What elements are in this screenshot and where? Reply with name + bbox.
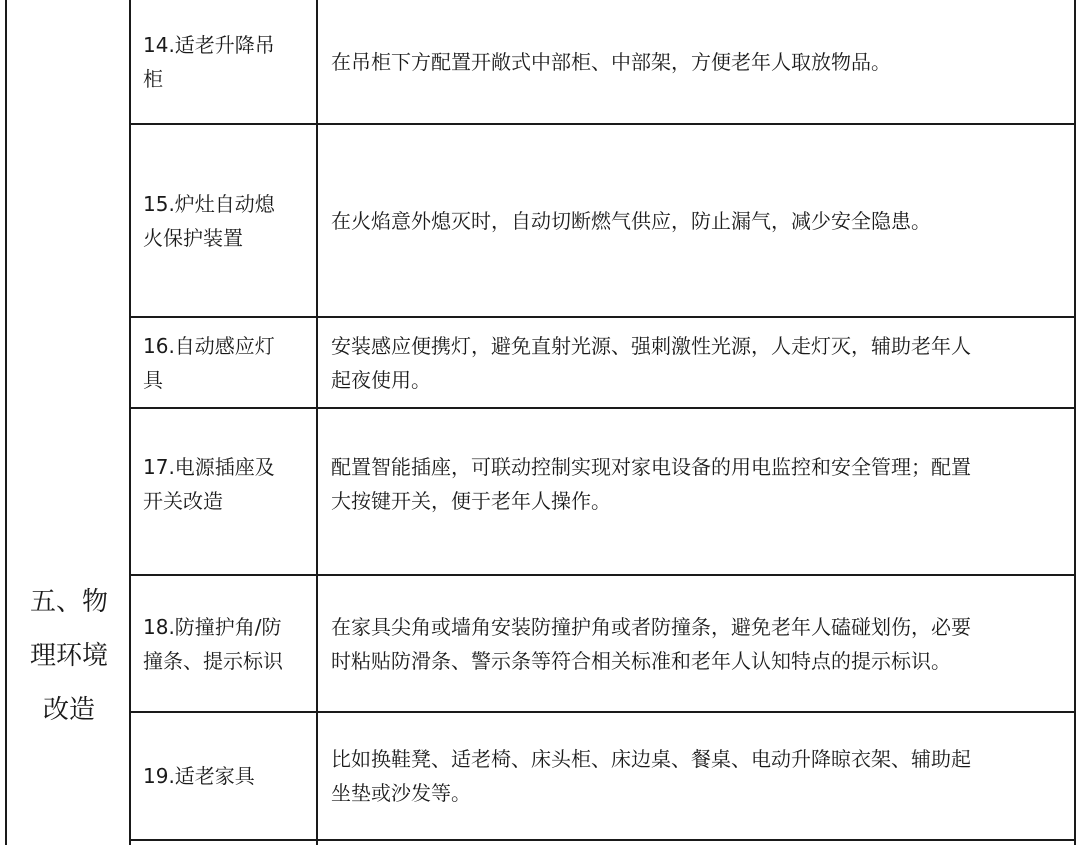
item-cell: 16.自动感应灯 具 [143,333,275,392]
table-border-bottom [129,839,1076,841]
item-cell: 19.适老家具 [143,764,255,788]
item-cell: 15.炉灶自动熄 火保护装置 [143,191,275,250]
item-cell: 18.防撞护角/防 撞条、提示标识 [143,614,283,673]
description-cell: 比如换鞋凳、适老椅、床头柜、床边桌、餐桌、电动升降晾衣架、辅助起 坐垫或沙发等。 [331,747,971,805]
table-border-left [5,0,7,845]
table-border-right [1074,0,1076,845]
category-cell: 五、物 理环境 改造 [29,587,108,725]
item-cell: 14.适老升降吊 柜 [143,32,275,91]
description-cell: 安装感应便携灯，避免直射光源、强刺激性光源，人走灯灭，辅助老年人 起夜使用。 [331,333,971,392]
description-cell: 在家具尖角或墙角安装防撞护角或者防撞条，避免老年人磕碰划伤，必要 时粘贴防滑条、警示条等符合相关标准和老年人认知特点的提示标识。 [331,614,971,673]
description-cell: 在吊柜下方配置开敞式中部柜、中部架，方便老年人取放物品。 [331,49,891,74]
item-cell: 17.电源插座及 开关改造 [143,455,275,513]
description-cell: 在火焰意外熄灭时，自动切断燃气供应，防止漏气，减少安全隐患。 [331,208,931,233]
description-cell: 配置智能插座，可联动控制实现对家电设备的用电监控和安全管理；配置 大按键开关，便于老年人操作。 [331,455,971,513]
